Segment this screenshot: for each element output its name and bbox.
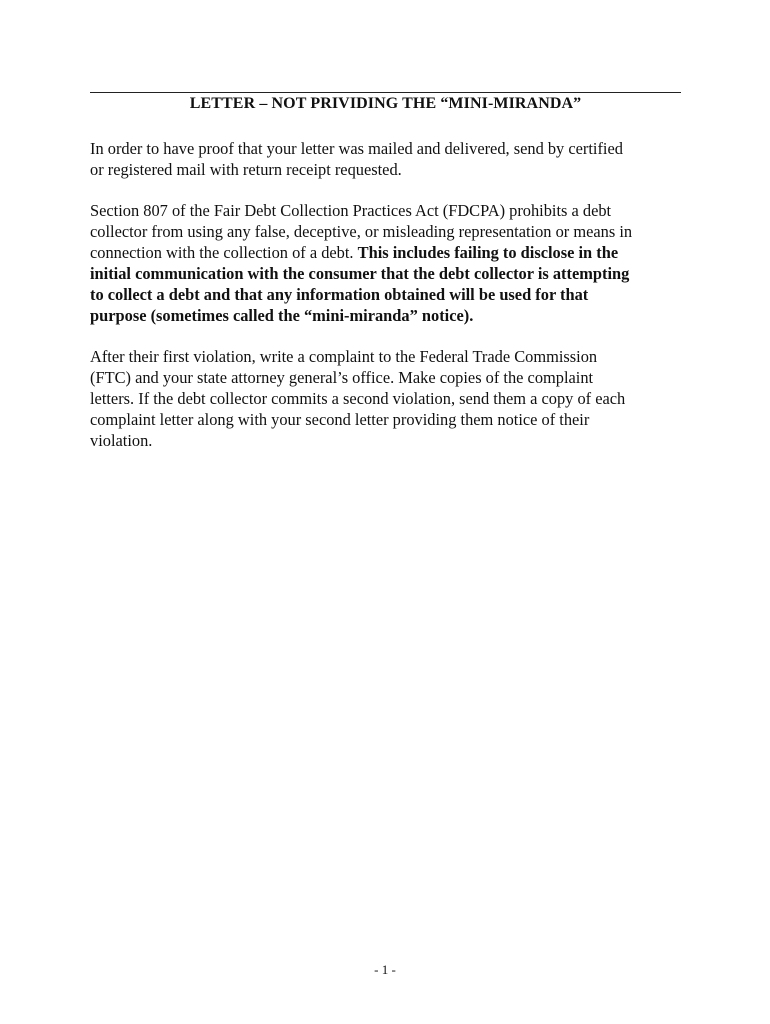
emphasized-text: This includes failing to disclose in the [357,243,619,262]
paragraph-line: (FTC) and your state attorney general’s office. Make copies of the complaint [90,368,594,387]
emphasized-line: purpose (sometimes called the “mini-miranda” notice). [90,306,474,325]
paragraph-line-mixed [90,242,690,263]
paragraph-line: violation. [90,431,153,450]
paragraph-line: collector from using any false, deceptive, or misleading representation or means in [90,222,633,241]
paragraph-line: Section 807 of the Fair Debt Collection Practices Act (FDCPA) prohibits a debt [90,201,612,220]
mailing-instructions-paragraph [90,138,690,180]
letter-title: LETTER – NOT PRIVIDING THE “MINI-MIRANDA” [189,95,582,112]
emphasized-line: initial communication with the consumer that the debt collector is attempting [90,264,630,283]
paragraph-line: letters. If the debt collector commits a second violation, send them a copy of each [90,389,626,408]
emphasized-line: to collect a debt and that any information obtained will be used for that [90,285,589,304]
fdcpa-section-paragraph [90,200,690,326]
paragraph-line: In order to have proof that your letter was mailed and delivered, send by certified [90,139,623,158]
header-rule [90,92,681,93]
paragraph-line: or registered mail with return receipt requested. [90,160,402,179]
paragraph-text: connection with the collection of a debt. [90,243,358,262]
paragraph-line: complaint letter along with your second letter providing them notice of their [90,410,590,429]
page-number: - 1 - [374,962,396,977]
paragraph-line: After their first violation, write a complaint to the Federal Trade Commission [90,347,598,366]
complaint-instructions-paragraph [90,346,690,451]
